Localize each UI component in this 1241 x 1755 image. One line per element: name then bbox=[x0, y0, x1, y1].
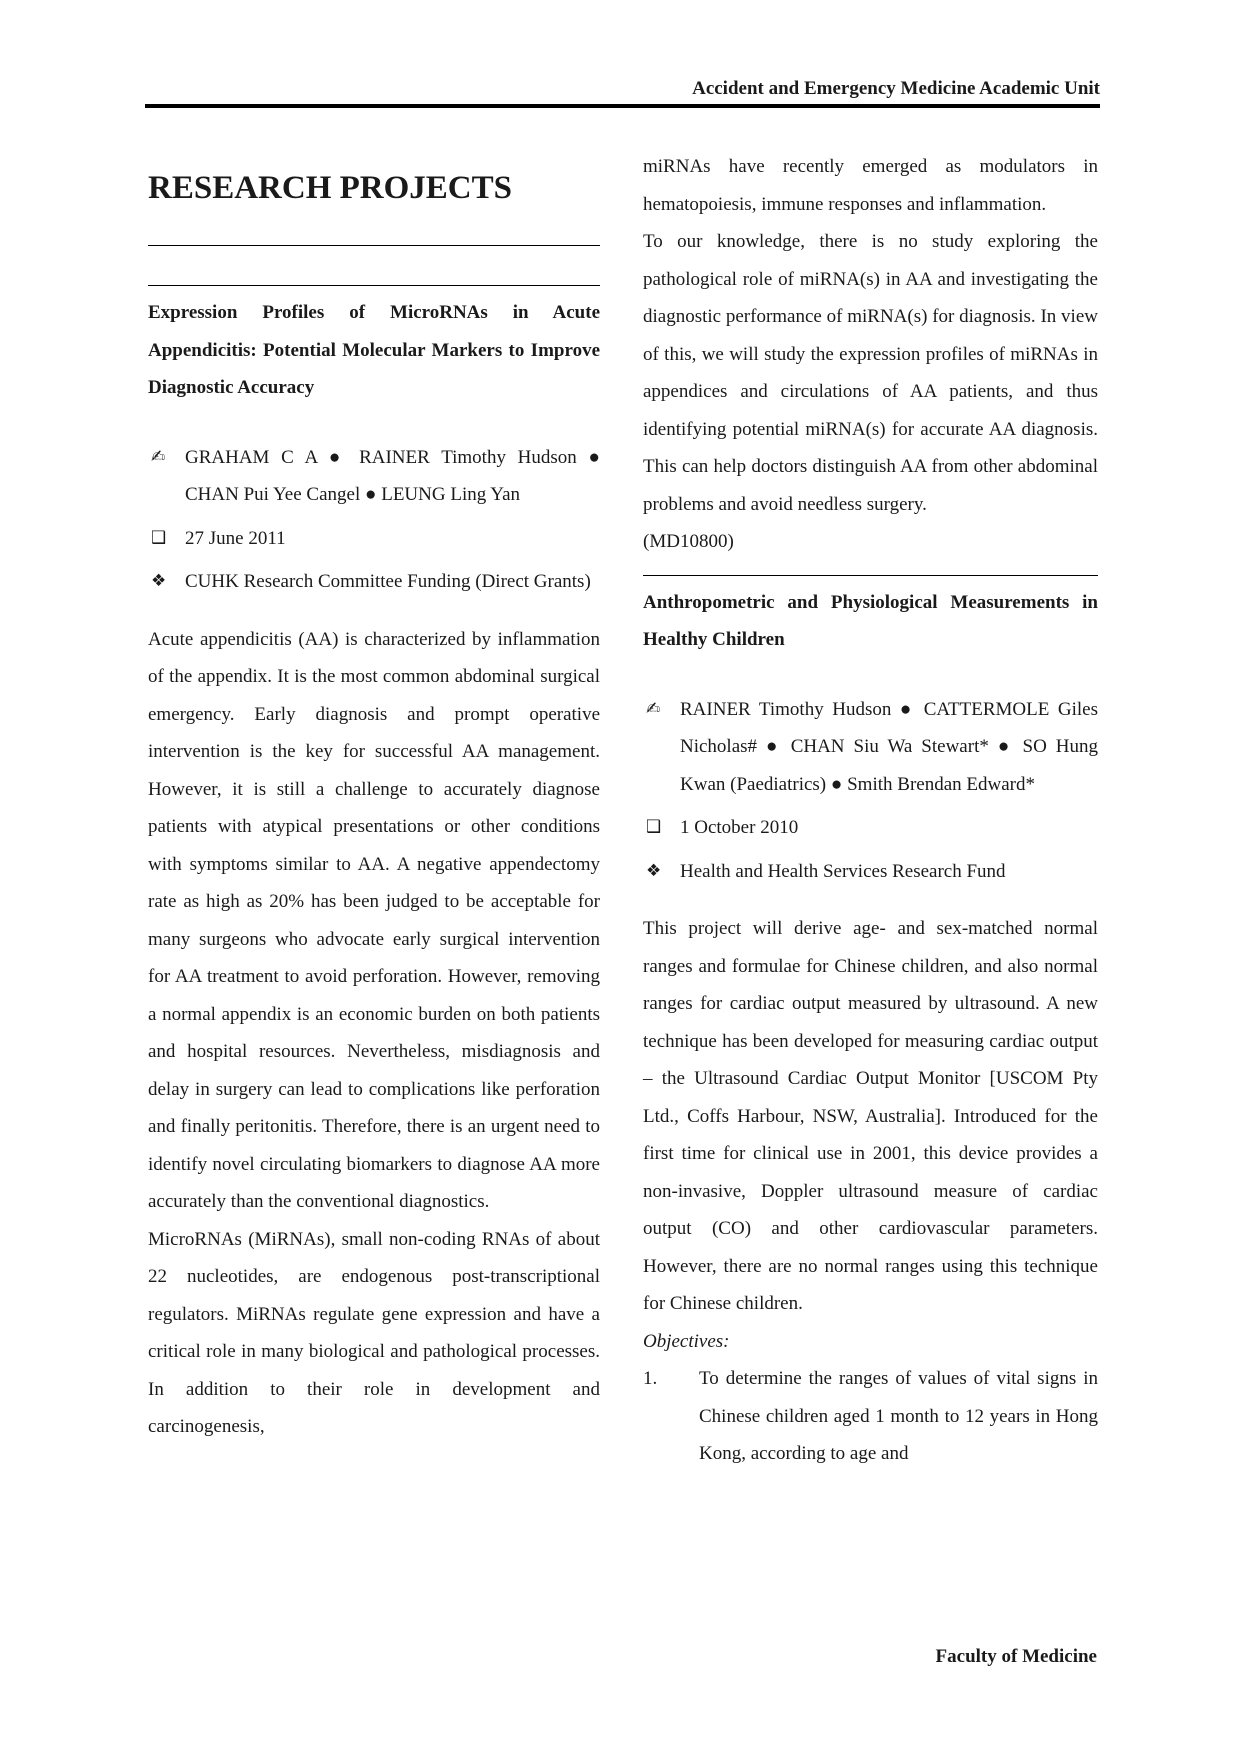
project1-paragraph-3: miRNAs have recently emerged as modulators in hematopoiesis, immune responses and inflammation. bbox=[643, 156, 1098, 215]
project1-title: Expression Profiles of MicroRNAs in Acute Appendicitis: Potential Molecular Markers to Improve Diagnostic Accuracy bbox=[148, 302, 600, 398]
project2-meta bbox=[643, 691, 1098, 891]
objective-number: 1. bbox=[643, 1368, 658, 1389]
project1-funding: CUHK Research Committee Funding (Direct Grants) bbox=[185, 571, 591, 592]
project1-paragraph-2: MicroRNAs (MiRNAs), small non-coding RNAs of about 22 nucleotides, are endogenous post-transcriptional regulators. MiRNAs regulate gene expression and have a critical role in many biological and pathological processes. In addition to their role in development and carcinogenesis, bbox=[148, 1228, 600, 1437]
objective-text: To determine the ranges of values of vital signs in Chinese children aged 1 month to 12 years in Hong Kong, according to age and bbox=[699, 1368, 1098, 1464]
project2-paragraph-1: This project will derive age- and sex-matched normal ranges and formulae for Chinese children, and also normal ranges for cardiac output measured by ultrasound. A new technique has been developed for measuring cardiac output – the Ultrasound Cardiac Output Monitor [USCOM Pty Ltd., Coffs Harbour, NSW, Australia]. Introduced for the first time for clinical use in 2001, this device provides a non-invasive, Doppler ultrasound measure of cardiac output (CO) and other cardiovascular parameters. However, there are no normal ranges using this technique for Chinese children. bbox=[643, 918, 1098, 1314]
project2-funding: Health and Health Services Research Fund bbox=[680, 860, 1006, 882]
project1-authors-item bbox=[148, 439, 600, 514]
diamond-icon: ❖ bbox=[151, 571, 167, 591]
project2-date: 1 October 2010 bbox=[680, 817, 799, 838]
checkbox-icon: ❑ bbox=[151, 527, 167, 548]
project2-title: Anthropometric and Physiological Measurements in Healthy Children bbox=[643, 591, 1098, 650]
project1-paragraph-4: To our knowledge, there is no study exploring the pathological role of miRNA(s) in AA and investigating the diagnostic performance of miRNA(s) for diagnosis. In view of this, we will study the expression profiles of miRNAs in appendices and circulations of AA patients, and thus identifying potential miRNA(s) for accurate AA diagnosis. This can help doctors distinguish AA from other abdominal problems and avoid needless surgery. bbox=[643, 231, 1098, 515]
project1-date-item bbox=[148, 520, 600, 558]
project2-authors-item bbox=[643, 691, 1098, 804]
right-column bbox=[643, 148, 1098, 1473]
writing-hand-icon: ✍ bbox=[646, 698, 661, 719]
running-footer: Faculty of Medicine bbox=[935, 1646, 1097, 1667]
project1-code: (MD10800) bbox=[643, 531, 734, 552]
section-divider bbox=[148, 285, 600, 286]
writing-hand-icon: ✍ bbox=[151, 446, 166, 467]
project2-funding-item bbox=[643, 853, 1098, 891]
objective-item bbox=[643, 1360, 1098, 1473]
project1-date: 27 June 2011 bbox=[185, 527, 286, 549]
checkbox-icon: ❑ bbox=[646, 817, 662, 837]
project1-meta bbox=[148, 439, 600, 601]
objectives-label: Objectives: bbox=[643, 1330, 730, 1352]
project1-funding-item bbox=[148, 563, 600, 601]
project2-authors: RAINER Timothy Hudson ● CATTERMOLE Giles Nicholas# ● CHAN Siu Wa Stewart* ● SO Hung Kwan (Paediatrics) ● Smith Brendan Edward* bbox=[680, 698, 1098, 795]
running-header: Accident and Emergency Medicine Academic Unit bbox=[692, 78, 1100, 99]
project1-paragraph-1: Acute appendicitis (AA) is characterized by inflammation of the appendix. It is the most common abdominal surgical emergency. Early diagnosis and prompt operative intervention is the key for successful AA management. However, it is still a challenge to accurately diagnose patients with atypical presentations or other conditions with symptoms similar to AA. A negative appendectomy rate as high as 20% has been judged to be acceptable for many surgeons who advocate early surgical intervention for AA treatment to avoid perforation. However, removing a normal appendix is an economic burden on both patients and hospital resources. Nevertheless, misdiagnosis and delay in surgery can lead to complications like perforation and finally peritonitis. Therefore, there is an urgent need to identify novel circulating biomarkers to diagnose AA more accurately than the conventional diagnostics. bbox=[148, 628, 600, 1212]
left-column bbox=[148, 150, 600, 1446]
diamond-icon: ❖ bbox=[646, 860, 662, 881]
title-divider bbox=[148, 245, 600, 246]
objectives-list bbox=[643, 1360, 1098, 1473]
page-title: RESEARCH PROJECTS bbox=[148, 170, 512, 206]
project1-authors: GRAHAM C A ● RAINER Timothy Hudson ● CHAN Pui Yee Cangel ● LEUNG Ling Yan bbox=[185, 446, 600, 505]
project2-date-item bbox=[643, 809, 1098, 847]
section-divider bbox=[643, 575, 1098, 576]
header-divider bbox=[145, 104, 1100, 108]
